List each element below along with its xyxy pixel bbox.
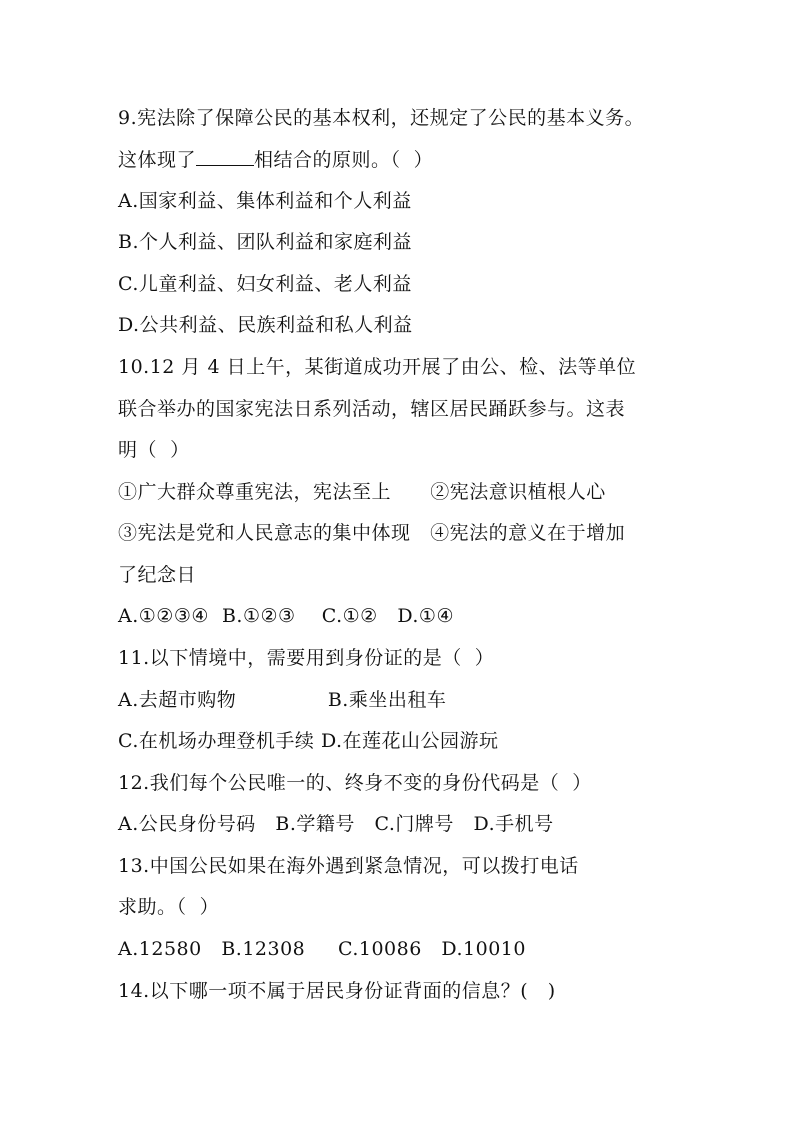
q10-statement-4-cont: 了纪念日: [118, 564, 197, 586]
q9-option-d: D.公共利益、民族利益和私人利益: [118, 314, 413, 336]
q9-stem-line1: 9.宪法除了保障公民的基本权利，还规定了公民的基本义务。: [118, 107, 645, 129]
q12-stem: 12.我们每个公民唯一的、终身不变的身份代码是（ ）: [118, 772, 592, 794]
q9-stem-line2: [118, 147, 433, 172]
q11-options-cd: C.在机场办理登机手续 D.在莲花山公园游玩: [118, 730, 499, 752]
q12-options: A.公民身份号码 B.学籍号 C.门牌号 D.手机号: [118, 813, 554, 835]
q10-stem-line1: 10.12 月 4 日上午，某街道成功开展了由公、检、法等单位: [118, 356, 637, 378]
q11-stem: 11.以下情境中，需要用到身份证的是（ ）: [118, 647, 495, 669]
q10-statement-3-4: ③宪法是党和人民意志的集中体现 ④宪法的意义在于增加: [118, 522, 626, 544]
q11-options-ab: A.去超市购物 B.乘坐出租车: [118, 689, 447, 711]
q10-stem-line3: 明（ ）: [118, 439, 190, 461]
q10-stem-line2: 联合举办的国家宪法日系列活动，辖区居民踊跃参与。这表: [118, 398, 626, 420]
q9-stem-prefix: 这体现了: [118, 149, 197, 171]
q9-stem-suffix: 相结合的原则。（ ）: [254, 149, 434, 171]
q14-stem: 14.以下哪一项不属于居民身份证背面的信息？( ): [118, 980, 556, 1002]
q13-stem-line2: 求助。（ ）: [118, 896, 220, 918]
q13-options: A.12580 B.12308 C.10086 D.10010: [118, 938, 526, 960]
answer-blank: [196, 147, 254, 166]
q9-option-b: B.个人利益、团队利益和家庭利益: [118, 231, 413, 253]
q9-option-a: A.国家利益、集体利益和个人利益: [118, 190, 412, 212]
q10-options: A.①②③④ B.①②③ C.①② D.①④: [118, 605, 454, 627]
q9-option-c: C.儿童利益、妇女利益、老人利益: [118, 273, 412, 295]
q10-statement-1-2: ①广大群众尊重宪法，宪法至上 ②宪法意识植根人心: [118, 481, 606, 503]
q13-stem-line1: 13.中国公民如果在海外遇到紧急情况，可以拨打电话: [118, 855, 579, 877]
